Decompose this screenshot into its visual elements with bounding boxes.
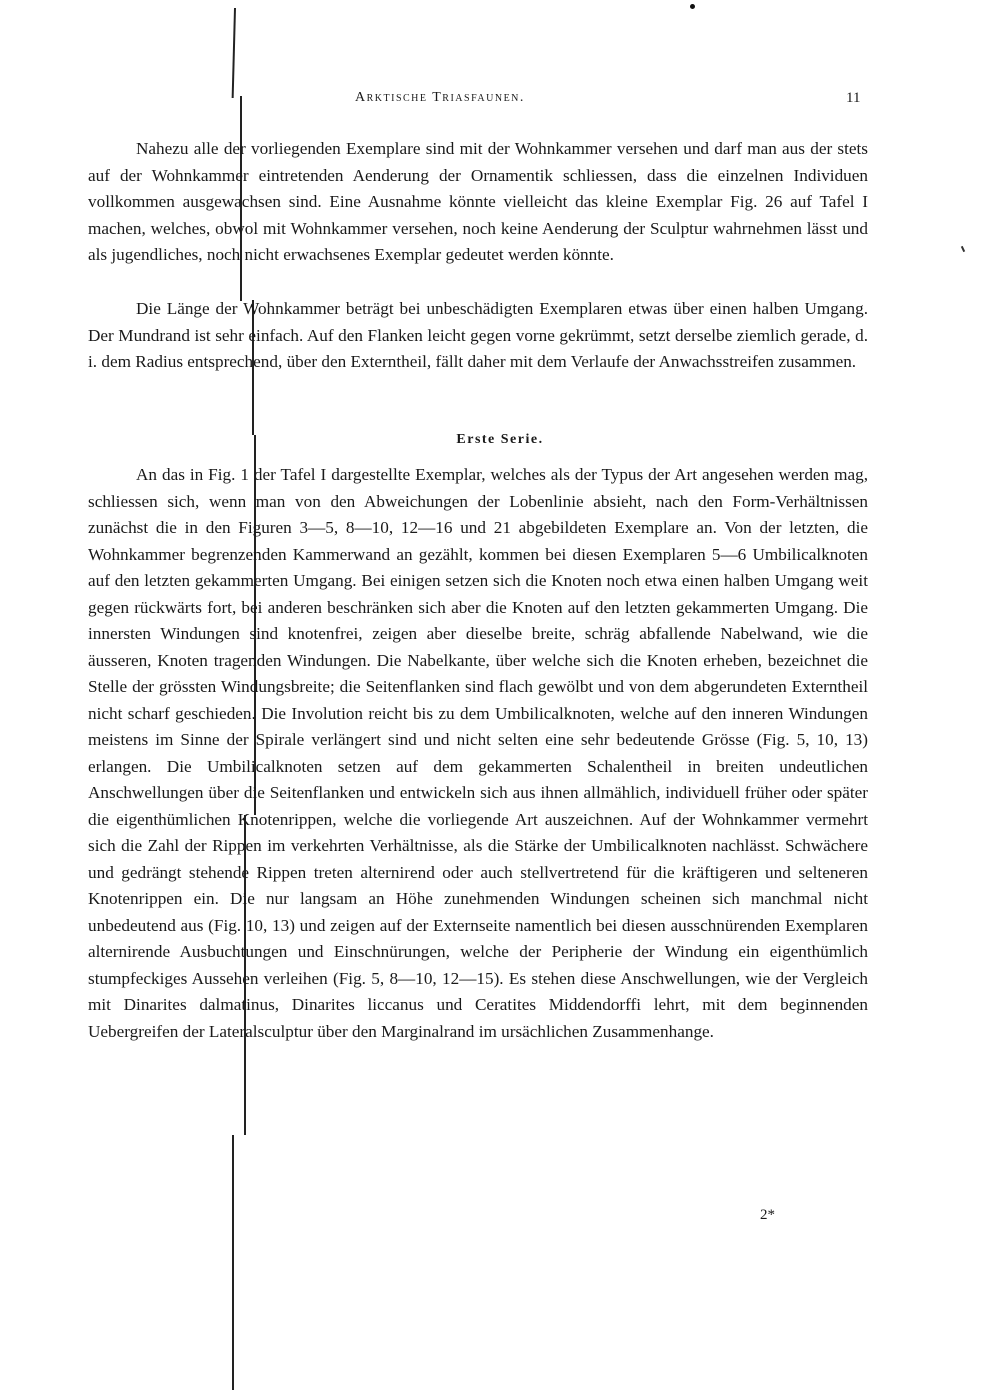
- ink-speck: [961, 246, 965, 252]
- paragraph-2: Die Länge der Wohnkammer beträgt bei unbeschädigten Exemplaren etwas über einen halben Umgang. Der Mundrand ist sehr einfach. Auf den Flanken leicht gegen vorne gekrümmt, setzt derselbe ziemlich gerade, d. i. dem Radius entsprechend, über den Externtheil, fällt daher mit dem Verlaufe der Anwachsstreifen zusammen.: [88, 299, 868, 371]
- ink-speck: [690, 4, 695, 9]
- page-number: 11: [846, 90, 861, 106]
- paragraph-1: Nahezu alle der vorliegenden Exemplare sind mit der Wohnkammer versehen und darf man aus der stets auf der Wohnkammer eintretenden Aenderung der Ornamentik schliessen, dass die einzelnen Individuen vollkommen ausgewachsen sind. Eine Ausnahme könnte vielleicht das kleine Exemplar Fig. 26 auf Tafel I machen, welches, obwol mit Wohnkammer versehen, noch keine Aenderung der Sculptur wahrnehmen lässt und als jugendliches, noch nicht erwachsenes Exemplar gedeutet werden könnte.: [88, 139, 868, 264]
- running-title: Arktische Triasfaunen.: [355, 90, 525, 105]
- scan-crease-line: [232, 8, 236, 98]
- paragraph-3: An das in Fig. 1 der Tafel I dargestellte Exemplar, welches als der Typus der Art angesehen werden mag, schliessen sich, wenn man von den Abweichungen der Lobenlinie absieht, nach den Form-Verhältnissen zunächst die in den Figuren 3—5, 8—10, 12—16 und 21 abgebildeten Exemplare an. Von der letzten, die Wohnkammer begrenzenden Kammerwand an gezählt, kommen bei diesen Exemplaren 5—6 Umbilicalknoten auf den letzten gekammerten Umgang. Bei einigen setzen sich die Knoten noch etwa einen halben Umgang weit gegen rückwärts fort, bei anderen beschränken sich aber die Knoten auf den letzten gekammerten Umgang. Die innersten Windungen sind knotenfrei, zeigen aber dieselbe breite, schräg abfallende Nabelwand, wie die äusseren, Knoten tragenden Windungen. Die Nabelkante, über welche sich die Knoten erheben, bezeichnet die Stelle der grössten Windungsbreite; die Seitenflanken sind flach gewölbt und von dem abgerundeten Externtheil nicht scharf geschieden. Die Involution reicht bis zu dem Umbilicalknoten, welche auf den inneren Windungen meistens im Sinne der Spirale verlängert sind und nicht selten eine sehr bedeutende Grösse (Fig. 5, 10, 13) erlangen. Die Umbilicalknoten setzen auf dem gekammerten Schalentheil in breiten undeutlichen Anschwellungen über die Seitenflanken und entwickeln sich aus ihnen allmählich, individuell früher oder später die eigenthümlichen Knotenrippen, welche die vorliegende Art auszeichnen. Auf der Wohnkammer vermehrt sich die Zahl der Rippen im verkehrten Verhältnisse, als die Stärke der Umbilicalknoten nachlässt. Schwächere und gedrängt stehende Rippen treten alternirend oder auch stellvertretend für die kräftigeren und selteneren Knotenrippen ein. Die nur langsam an Höhe zunehmenden Windungen scheinen sich manchmal nicht unbedeutend aus (Fig. 10, 13) und zeigen auf der Externseite namentlich bei diesen ausschnürenden Exemplaren alternirende Ausbuchtungen und Einschnürungen, welche der Peripherie der Windung ein eigenthümlich stumpfeckiges Aussehen verleihen (Fig. 5, 8—10, 12—15). Es stehen diese Anschwellungen, wie der Vergleich mit Dinarites dalmatinus, Dinarites liccanus und Ceratites Middendorffi lehrt, mit dem beginnenden Uebergreifen der Lateralsculptur über den Marginalrand im ursächlichen Zusammenhange.: [88, 465, 868, 1041]
- signature-mark: 2*: [760, 1207, 775, 1223]
- scan-crease-line: [232, 1135, 234, 1390]
- section-heading: Erste Serie.: [456, 432, 544, 447]
